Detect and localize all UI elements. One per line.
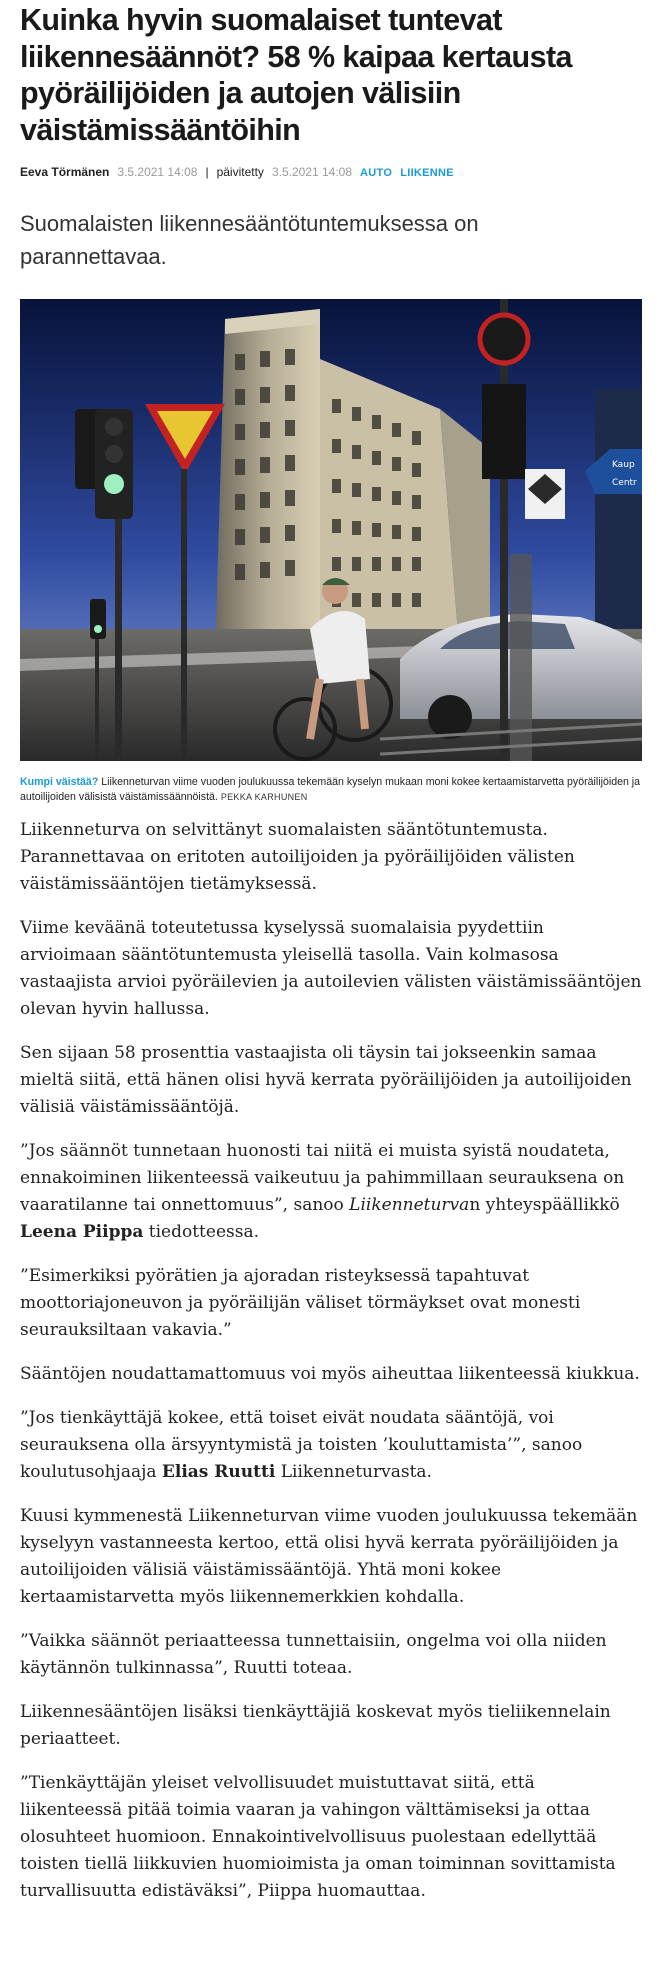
photo-building-right xyxy=(595,389,642,659)
quote-person: Leena Piippa xyxy=(20,1222,144,1242)
body-paragraph: ”Tienkäyttäjän yleiset velvollisuudet muistuttavat siitä, että liikenteessä pitää toimia vaaran ja vahingon välttämiseksi ja ottaa olosuhteet huomioon. Ennakointivelvollisuus puolestaan edellyttää toisten tiellä liikkuvien huomioimista ja oman toiminnan sovittamista turvallisuutta edistäväksi”, Piippa huomauttaa. xyxy=(20,1773,616,1901)
article-photo xyxy=(20,299,642,761)
photo-sign-label-1: Kaup xyxy=(612,460,635,470)
quote-tail: tiedotteessa. xyxy=(143,1222,259,1242)
body-paragraph: Viime keväänä toteutetussa kyselyssä suomalaisia pyydettiin arvioimaan sääntötuntemusta yleisellä tasolla. Vain kolmasosa vastaajista arvioi pyöräilevien ja autoilevien välisten väistämissääntöjen olevan hyvin hallussa. xyxy=(20,918,642,1019)
caption-credit: PEKKA KARHUNEN xyxy=(220,792,308,802)
body-paragraph: Sääntöjen noudattamattomuus voi myös aiheuttaa liikenteessä kiukkua. xyxy=(20,1364,640,1384)
article-body xyxy=(20,817,642,1905)
byline-separator: | xyxy=(205,165,209,179)
quote-person: Elias Ruutti xyxy=(161,1462,276,1482)
quote-org: Liikenneturva xyxy=(349,1195,470,1215)
body-paragraph: Kuusi kymmenestä Liikenneturvan viime vuoden joulukuussa tekemään kyselyyn vastanneesta kertoo, että olisi hyvä kerrata pyöräilijöiden ja autoilijoiden välisiä väistämissääntöjä. Yhtä moni kokee kertaamistarvetta myös liikennemerkkien kohdalla. xyxy=(20,1506,638,1607)
tag-liikenne[interactable]: LIIKENNE xyxy=(400,167,454,179)
article-lead: Suomalaisten liikennesääntötuntemuksessa on parannettavaa. xyxy=(20,211,479,269)
body-quote-piippa xyxy=(20,1138,642,1246)
body-paragraph: Liikennesääntöjen lisäksi tienkäyttäjiä koskevat myös tieliikennelain periaatteet. xyxy=(20,1702,611,1749)
caption-title: Kumpi väistää? xyxy=(20,776,99,788)
body-paragraph: Liikenneturva on selvittänyt suomalaisten sääntötuntemusta. Parannettavaa on eritoten autoilijoiden ja pyöräilijöiden välisten väistämissääntöjen tietämyksessä. xyxy=(20,820,575,894)
photo-sign-label-2: Centr xyxy=(612,478,637,488)
caption-text: Liikenneturvan viime vuoden joulukuussa tekemään kyselyn mukaan moni kokee kertaamistarvetta pyöräilijöiden ja autoilijoiden välisistä väistämissäännöistä. xyxy=(20,776,641,803)
photo-caption xyxy=(20,775,642,805)
quote-org-suffix: n yhteyspäällikkö xyxy=(469,1195,620,1215)
updated-label: päivitetty xyxy=(216,165,264,179)
quote-text: ”Jos säännöt tunnetaan huonosti tai niitä ei muista syistä noudateta, ennakoiminen liikenteessä vaikeutuu ja pahimmillaan seurauksena on vaaratilanne tai onnettomuus”, sanoo xyxy=(20,1141,625,1215)
body-paragraph: ”Vaikka säännöt periaatteessa tunnettaisiin, ongelma voi olla niiden käytännön tulkinnassa”, Ruutti toteaa. xyxy=(20,1631,607,1678)
body-quote-ruutti xyxy=(20,1405,642,1486)
byline xyxy=(20,164,642,181)
updated-date: 3.5.2021 14:08 xyxy=(271,165,353,179)
body-paragraph: ”Esimerkiksi pyörätien ja ajoradan risteyksessä tapahtuvat moottoriajoneuvon ja pyöräilijän väliset törmäykset ovat monesti seurauksiltaan vakavia.” xyxy=(20,1266,581,1340)
author-link[interactable]: Eeva Törmänen xyxy=(20,165,110,179)
published-date: 3.5.2021 14:08 xyxy=(117,165,198,179)
article-headline: Kuinka hyvin suomalaiset tuntevat liikennesäännöt? 58 % kaipaa kertausta pyöräilijöiden ja autojen välisiin väistämissääntöihin xyxy=(20,3,572,147)
body-paragraph: Sen sijaan 58 prosenttia vastaajista oli täysin tai jokseenkin samaa mieltä siitä, että hänen olisi hyvä kerrata pyöräilijöiden ja autoilijoiden välisiä väistämissääntöjä. xyxy=(20,1043,632,1117)
quote-text: ”Jos tienkäyttäjä kokee, että toiset eivät noudata sääntöjä, voi seurauksena olla ärsyyntymistä ja toisten ’kouluttamista’”, sanoo koulutusohjaaja xyxy=(20,1408,583,1482)
quote-tail: Liikenneturvasta. xyxy=(275,1462,432,1482)
tag-auto[interactable]: AUTO xyxy=(360,167,393,179)
